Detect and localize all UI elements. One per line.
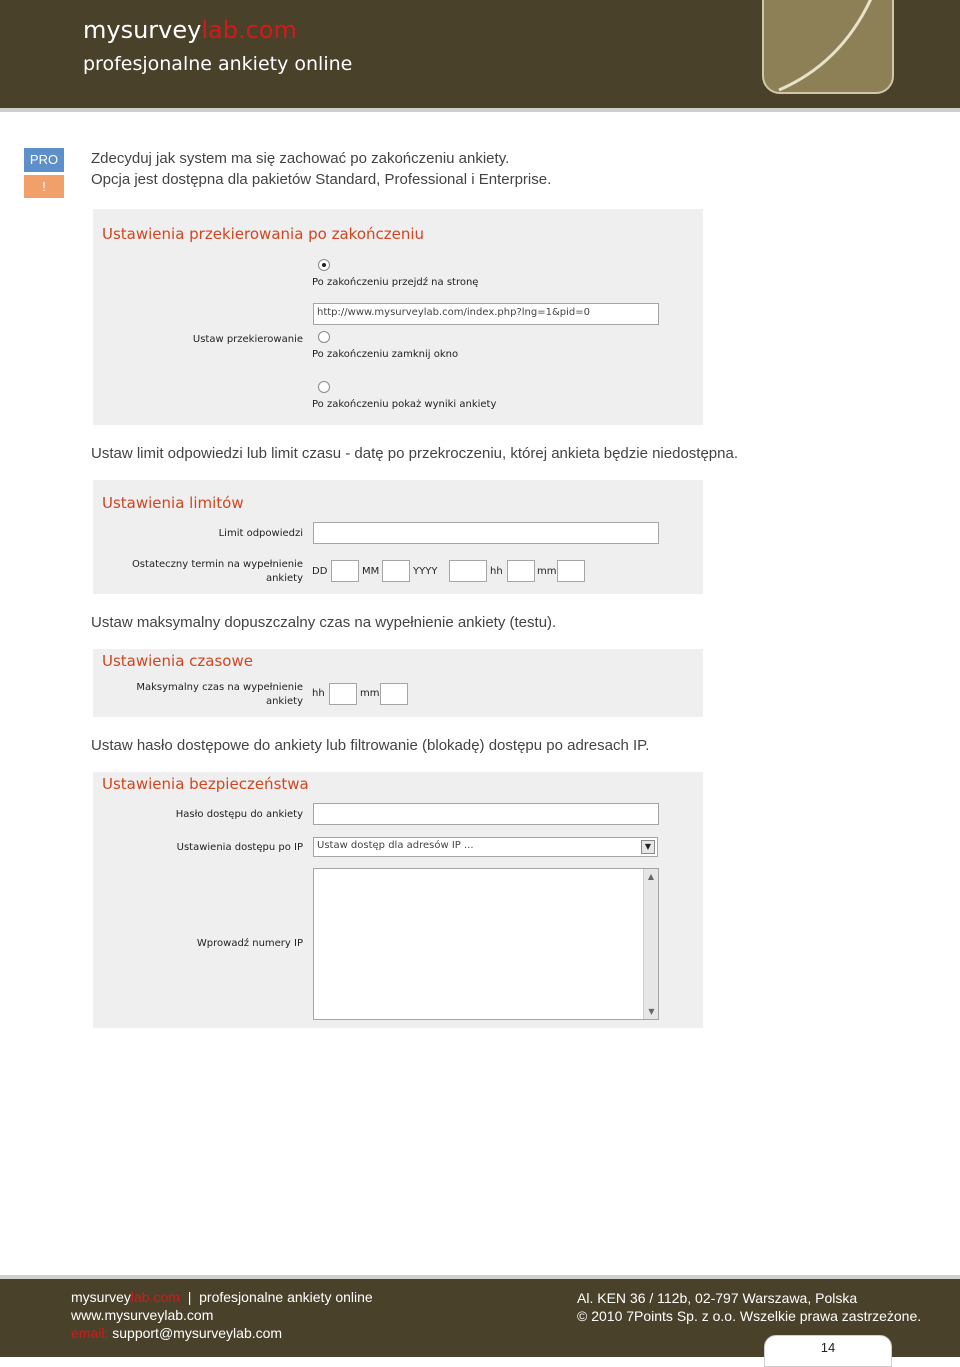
scroll-down-icon[interactable]: ▼	[648, 1007, 655, 1016]
deadline-month-input[interactable]	[382, 560, 410, 582]
deadline-day-input[interactable]	[331, 560, 359, 582]
ip-access-select[interactable]	[313, 837, 658, 857]
max-time-minute-label: mm	[360, 688, 380, 699]
footer-tagline: profesjonalne ankiety online	[199, 1289, 373, 1305]
deadline-minute-label: mm	[537, 566, 557, 577]
deadline-label-line-2: ankiety	[265, 573, 303, 584]
footer-left	[71, 1288, 373, 1342]
deadline-minute-input[interactable]	[557, 560, 585, 582]
limit-responses-label: Limit odpowiedzi	[218, 528, 303, 539]
redirect-url-input[interactable]: http://www.mysurveylab.com/index.php?lng=1&pid=0	[313, 303, 659, 325]
limits-description: Ustaw limit odpowiedzi lub limit czasu - datę po przekroczeniu, której ankieta będzie niedostępna.	[91, 445, 738, 462]
security-description: Ustaw hasło dostępowe do ankiety lub filtrowanie (blokadę) dostępu po adresach IP.	[91, 737, 650, 754]
panel-title: Ustawienia czasowe	[102, 652, 253, 670]
ip-access-label: Ustawienia dostępu po IP	[176, 842, 303, 853]
footer-separator: |	[187, 1289, 192, 1305]
time-settings-panel	[93, 649, 703, 717]
deadline-day-label: DD	[312, 566, 328, 577]
footer-brand-line	[71, 1288, 373, 1306]
max-time-minute-input[interactable]	[380, 683, 408, 705]
max-time-label-line-2: ankiety	[265, 696, 303, 707]
deadline-month-label: MM	[362, 566, 380, 577]
deadline-label	[113, 558, 303, 586]
redirect-option-results-radio[interactable]	[318, 381, 330, 393]
redirect-option-close-radio[interactable]	[318, 331, 330, 343]
footer-brand-accent: lab.com	[130, 1289, 180, 1305]
logo-main-text: mysurvey	[83, 16, 202, 44]
header-divider	[0, 108, 960, 112]
ip-list-label: Wprowadź numery IP	[196, 938, 303, 949]
arc-decoration-icon	[764, 0, 892, 92]
ip-list-scrollbar[interactable]	[643, 869, 658, 1019]
footer-address: Al. KEN 36 / 112b, 02-797 Warszawa, Polska	[577, 1290, 858, 1306]
deadline-year-input[interactable]	[449, 560, 487, 582]
max-time-label	[113, 681, 303, 709]
time-description: Ustaw maksymalny dopuszczalny czas na wypełnienie ankiety (testu).	[91, 614, 557, 631]
password-input[interactable]	[313, 803, 659, 825]
ip-list-textarea[interactable]	[313, 868, 659, 1020]
page-number: 14	[764, 1335, 892, 1367]
max-time-label-line-1: Maksymalny czas na wypełnienie	[136, 682, 303, 693]
deadline-hour-label: hh	[490, 566, 503, 577]
header-decoration-icon	[762, 0, 894, 94]
deadline-label-line-1: Ostateczny termin na wypełnienie	[131, 559, 303, 570]
redirect-settings-panel	[93, 209, 703, 425]
footer-email-link[interactable]: support@mysurveylab.com	[112, 1325, 283, 1341]
intro-line-1: Zdecyduj jak system ma się zachować po zakończeniu ankiety.	[91, 150, 510, 167]
deadline-hour-input[interactable]	[507, 560, 535, 582]
footer-brand-main: mysurvey	[71, 1289, 131, 1305]
limits-settings-panel	[93, 480, 703, 594]
header-logo	[83, 16, 297, 44]
redirect-label: Ustaw przekierowanie	[192, 334, 303, 345]
redirect-option-page-radio[interactable]	[318, 259, 330, 271]
intro-text	[91, 148, 551, 190]
header-tagline: profesjonalne ankiety online	[83, 53, 353, 75]
intro-line-2: Opcja jest dostępna dla pakietów Standard, Professional i Enterprise.	[91, 171, 552, 188]
footer-copyright: © 2010 7Points Sp. z o.o. Wszelkie prawa zastrzeżone.	[577, 1308, 922, 1324]
footer-email-line	[71, 1324, 373, 1342]
scroll-up-icon[interactable]: ▲	[647, 872, 655, 881]
logo-accent-text: lab.com	[201, 16, 297, 44]
password-label: Hasło dostępu do ankiety	[175, 809, 303, 820]
footer-website-link[interactable]: www.mysurveylab.com	[71, 1307, 214, 1323]
chevron-down-icon[interactable]: ▼	[641, 840, 655, 854]
deadline-year-label: YYYY	[413, 566, 438, 577]
pro-badge-exclamation: !	[24, 175, 64, 198]
panel-title: Ustawienia limitów	[102, 494, 244, 512]
pro-badge: PRO	[24, 148, 64, 172]
max-time-hour-label: hh	[312, 688, 325, 699]
redirect-option-results-label: Po zakończeniu pokaż wyniki ankiety	[312, 399, 497, 410]
limit-responses-input[interactable]	[313, 522, 659, 544]
max-time-hour-input[interactable]	[329, 683, 357, 705]
security-settings-panel	[93, 772, 703, 1028]
ip-access-select-value: Ustaw dostęp dla adresów IP ...	[317, 840, 474, 851]
footer-email-label: email:	[71, 1325, 109, 1341]
panel-title: Ustawienia bezpieczeństwa	[102, 775, 309, 793]
panel-title: Ustawienia przekierowania po zakończeniu	[102, 225, 425, 243]
redirect-option-close-label: Po zakończeniu zamknij okno	[312, 349, 459, 360]
redirect-option-page-label: Po zakończeniu przejdź na stronę	[312, 277, 479, 288]
footer-right	[577, 1289, 921, 1325]
